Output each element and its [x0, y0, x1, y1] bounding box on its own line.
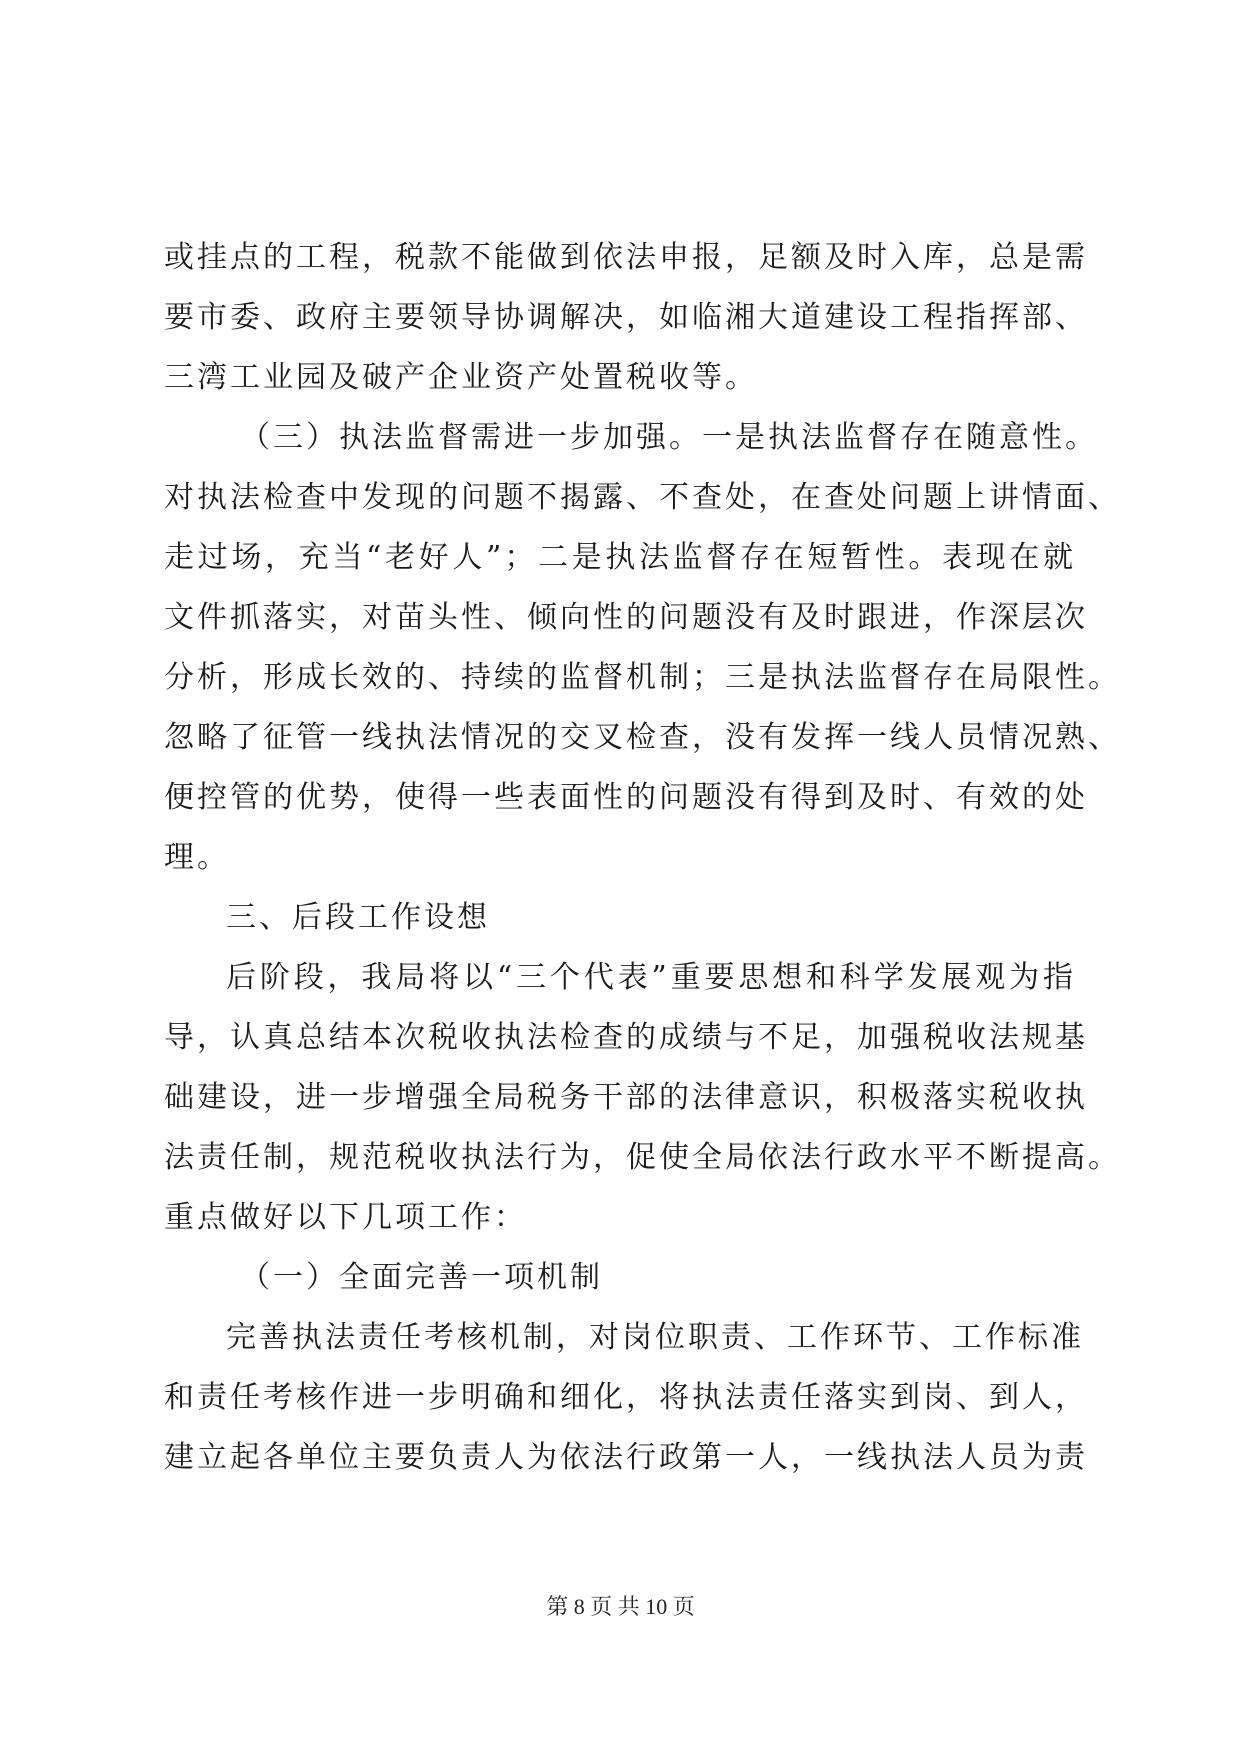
section-heading: 三、后段工作设想 [226, 900, 490, 935]
text-line: 走过场，充当“老好人”；二是执法监督存在短暂性。表现在就 [164, 540, 1076, 575]
text-line: 便控管的优势，使得一些表面性的问题没有得到及时、有效的处 [164, 780, 1088, 815]
text-line: 完善执法责任考核机制，对岗位职责、工作环节、工作标准 [226, 1320, 1084, 1355]
text-line: 法责任制，规范税收执法行为，促使全局依法行政水平不断提高。 [164, 1140, 1121, 1175]
subsection-heading: （一）全面完善一项机制 [240, 1260, 603, 1295]
text-line: 或挂点的工程，税款不能做到依法申报，足额及时入库，总是需 [164, 240, 1088, 275]
document-body [164, 228, 1121, 1488]
text-line: 重点做好以下几项工作： [164, 1200, 527, 1235]
text-line: 导，认真总结本次税收执法检查的成绩与不足，加强税收法规基 [164, 1020, 1088, 1055]
text-line: 后阶段，我局将以“三个代表”重要思想和科学发展观为指 [226, 960, 1076, 995]
page-number-footer: 第 8 页 共 10 页 [546, 1594, 695, 1619]
section-heading: （三）执法监督需进一步加强。一是执法监督存在随意性。 [240, 420, 1098, 455]
text-line: 和责任考核作进一步明确和细化，将执法责任落实到岗、到人， [164, 1380, 1088, 1415]
text-line: 理。 [164, 840, 230, 875]
text-line: 对执法检查中发现的问题不揭露、不查处，在查处问题上讲情面、 [164, 480, 1121, 515]
text-line: 文件抓落实，对苗头性、倾向性的问题没有及时跟进，作深层次 [164, 600, 1088, 635]
text-line: 建立起各单位主要负责人为依法行政第一人，一线执法人员为责 [164, 1440, 1088, 1475]
text-line: 忽略了征管一线执法情况的交叉检查，没有发挥一线人员情况熟、 [164, 720, 1121, 755]
text-line: 要市委、政府主要领导协调解决，如临湘大道建设工程指挥部、 [164, 300, 1088, 335]
text-line: 三湾工业园及破产企业资产处置税收等。 [164, 360, 758, 395]
text-line: 础建设，进一步增强全局税务干部的法律意识，积极落实税收执 [164, 1080, 1088, 1115]
text-line: 分析，形成长效的、持续的监督机制；三是执法监督存在局限性。 [164, 660, 1121, 695]
